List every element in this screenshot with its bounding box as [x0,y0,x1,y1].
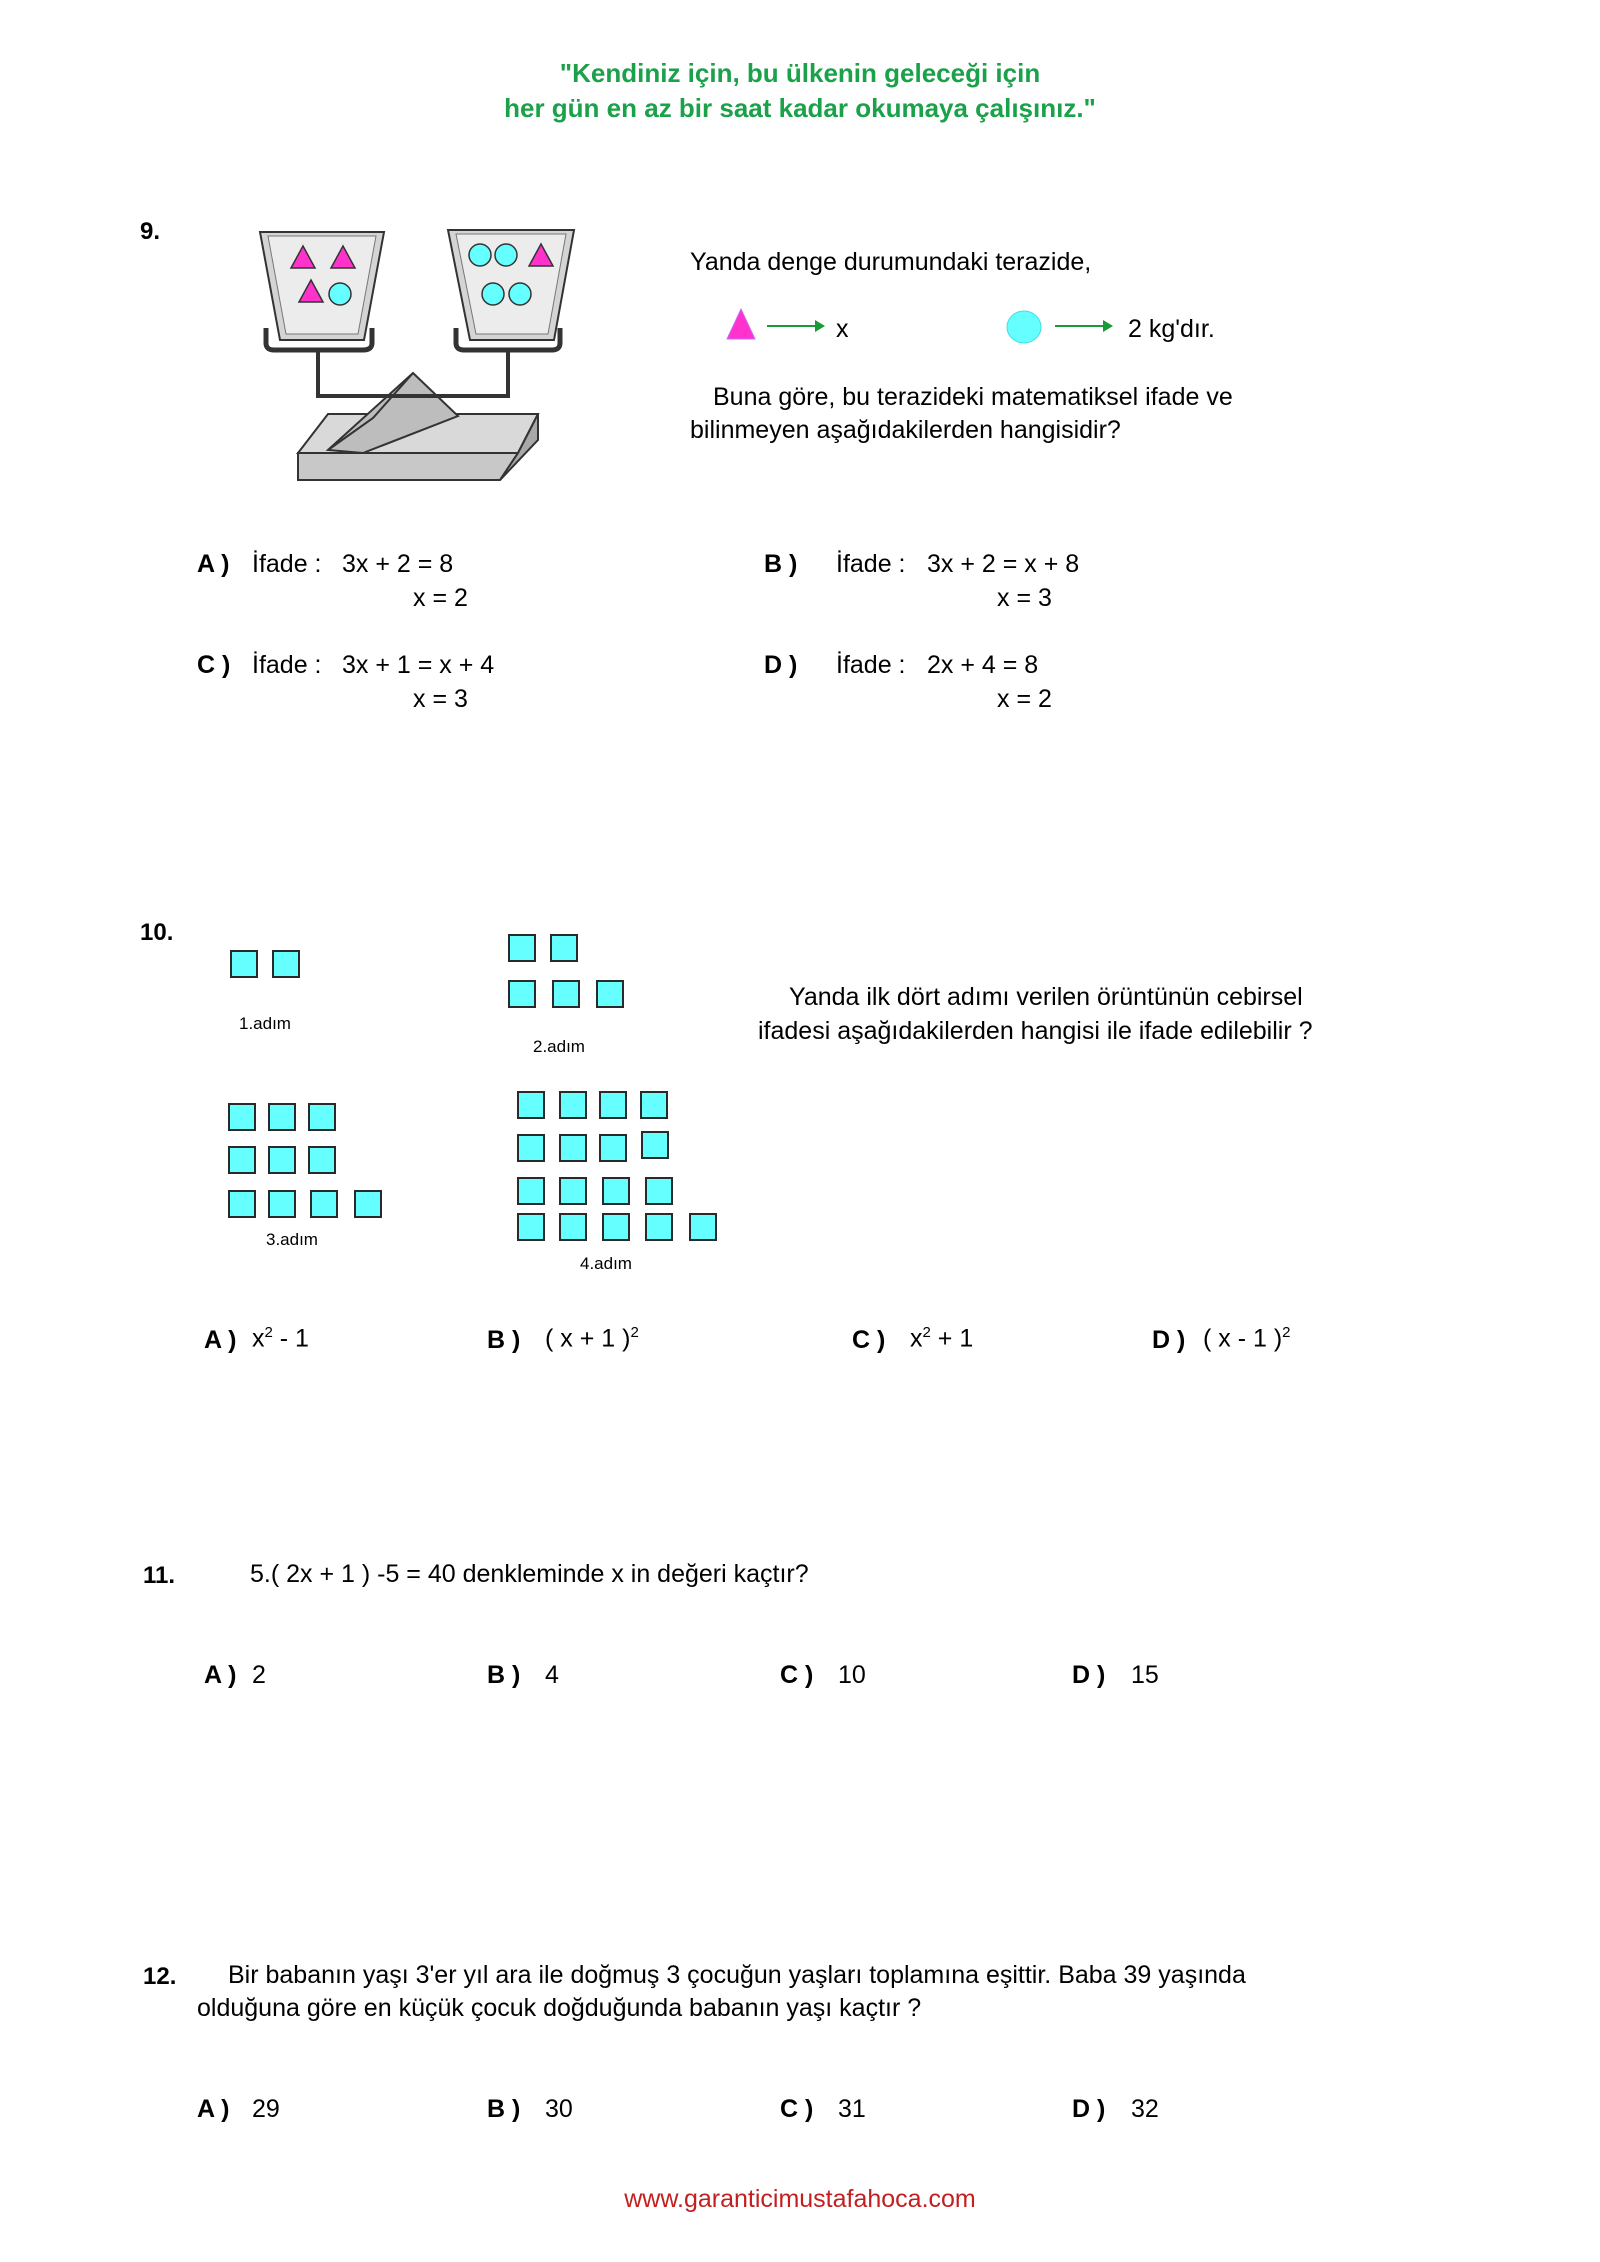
q11-option-b-value: 4 [545,1661,559,1689]
q10-option-d-letter[interactable]: D ) [1152,1326,1186,1354]
pattern-square [552,980,580,1008]
question-11-number: 11. [143,1562,176,1589]
q12-option-d-value: 32 [1131,2095,1159,2123]
q10-option-c-answer: $x^2 + 1$ [910,1324,974,1353]
pattern-square [508,934,536,962]
q11-option-b-letter[interactable]: B ) [487,1661,521,1689]
q9-option-a-label: İfade : [252,550,322,578]
pattern-square [599,1134,627,1162]
q9-option-b-solution: x = 3 [997,584,1052,612]
pattern-square [308,1103,336,1131]
q9-option-d-expression: 2x + 4 = 8 [927,651,1039,679]
q9-option-a-letter[interactable]: A ) [197,550,230,578]
question-9-text-line2: bilinmeyen aşağıdakilerden hangisidir? [690,416,1121,444]
pattern-square [596,980,624,1008]
step-1-label: 1.adım [239,1014,291,1033]
pattern-square [354,1190,382,1218]
question-12-number: 12. [143,1963,177,1990]
pattern-square [508,980,536,1008]
q9-option-c-letter[interactable]: C ) [197,651,231,679]
q10-option-b-letter[interactable]: B ) [487,1326,521,1354]
question-12-text-line2: olduğuna göre en küçük çocuk doğduğunda babanın yaşı kaçtır ? [197,1994,922,2022]
pattern-square [517,1177,545,1205]
pattern-square [268,1190,296,1218]
pattern-square [228,1103,256,1131]
pattern-square [602,1177,630,1205]
q10-option-a-answer: $x^2 - 1$ [252,1324,309,1353]
q11-option-d-letter[interactable]: D ) [1072,1661,1106,1689]
question-9-number: 9. [140,218,161,245]
question-11-text: 5.( 2x + 1 ) -5 = 40 denkleminde x in değeri kaçtır? [250,1560,809,1588]
question-10-number: 10. [140,919,174,946]
q12-option-d-letter[interactable]: D ) [1072,2095,1106,2123]
step-4-label: 4.adım [580,1254,632,1273]
q9-option-d-letter[interactable]: D ) [764,651,798,679]
q10-option-b-answer: ( x + 1 )$^2$ [545,1324,639,1353]
circle-legend-icon [1005,309,1043,345]
pattern-square [308,1146,336,1174]
q9-option-d-label: İfade : [836,651,906,679]
question-9-text-line1: Buna göre, bu terazideki matematiksel ifade ve [713,383,1233,411]
pattern-square [228,1190,256,1218]
q9-option-a-expression: 3x + 2 = 8 [342,550,454,578]
header-quote-line2: her gün en az bir saat kadar okumaya çalışınız." [504,93,1096,123]
arrow-right-icon [765,318,827,334]
pattern-square [310,1190,338,1218]
q12-option-a-letter[interactable]: A ) [197,2095,230,2123]
q9-option-c-label: İfade : [252,651,322,679]
header-quote-line1: "Kendiniz için, bu ülkenin geleceği için [559,58,1041,88]
pattern-square [268,1103,296,1131]
q11-option-c-letter[interactable]: C ) [780,1661,814,1689]
q11-option-a-value: 2 [252,1661,266,1689]
pattern-square [517,1213,545,1241]
q10-option-d-answer: ( x - 1 )$^2$ [1203,1324,1291,1353]
pattern-square [517,1091,545,1119]
q10-option-a-letter[interactable]: A ) [204,1326,237,1354]
q12-option-c-value: 31 [838,2095,866,2123]
pattern-square [272,950,300,978]
pattern-square [559,1091,587,1119]
q12-option-b-value: 30 [545,2095,573,2123]
q9-option-c-solution: x = 3 [413,685,468,713]
pattern-square [689,1213,717,1241]
step-2-label: 2.adım [533,1037,585,1056]
arrow-right-icon [1053,318,1115,334]
q9-option-c-expression: 3x + 1 = x + 4 [342,651,495,679]
pattern-square [559,1177,587,1205]
footer-website-link[interactable]: www.garanticimustafahoca.com [624,2185,976,2213]
q9-option-b-letter[interactable]: B ) [764,550,798,578]
pattern-square [645,1213,673,1241]
balance-scale-figure [248,218,593,503]
question-9-intro: Yanda denge durumundaki terazide, [690,248,1092,276]
pattern-square [602,1213,630,1241]
q11-option-a-letter[interactable]: A ) [204,1661,237,1689]
pattern-square [517,1134,545,1162]
q9-option-a-solution: x = 2 [413,584,468,612]
pattern-square [640,1091,668,1119]
q12-option-a-value: 29 [252,2095,280,2123]
pattern-square [645,1177,673,1205]
q9-option-d-solution: x = 2 [997,685,1052,713]
pattern-square [230,950,258,978]
step-3-label: 3.adım [266,1230,318,1249]
triangle-legend-icon [725,307,757,341]
question-10-text-line1: Yanda ilk dört adımı verilen örüntünün cebirsel [789,983,1303,1011]
circle-value: 2 kg'dır. [1128,315,1215,343]
triangle-value: x [836,315,849,343]
q9-option-b-label: İfade : [836,550,906,578]
q11-option-c-value: 10 [838,1661,866,1689]
pattern-square [559,1213,587,1241]
question-10-text-line2: ifadesi aşağıdakilerden hangisi ile ifade edilebilir ? [758,1017,1313,1045]
pattern-square [559,1134,587,1162]
pattern-square [599,1091,627,1119]
q9-option-b-expression: 3x + 2 = x + 8 [927,550,1080,578]
q12-option-c-letter[interactable]: C ) [780,2095,814,2123]
question-12-text-line1: Bir babanın yaşı 3'er yıl ara ile doğmuş 3 çocuğun yaşları toplamına eşittir. Baba 39 yaşında [228,1961,1246,1989]
q11-option-d-value: 15 [1131,1661,1159,1689]
q12-option-b-letter[interactable]: B ) [487,2095,521,2123]
pattern-square [641,1131,669,1159]
q10-option-c-letter[interactable]: C ) [852,1326,886,1354]
pattern-square [268,1146,296,1174]
pattern-square [228,1146,256,1174]
pattern-square [550,934,578,962]
